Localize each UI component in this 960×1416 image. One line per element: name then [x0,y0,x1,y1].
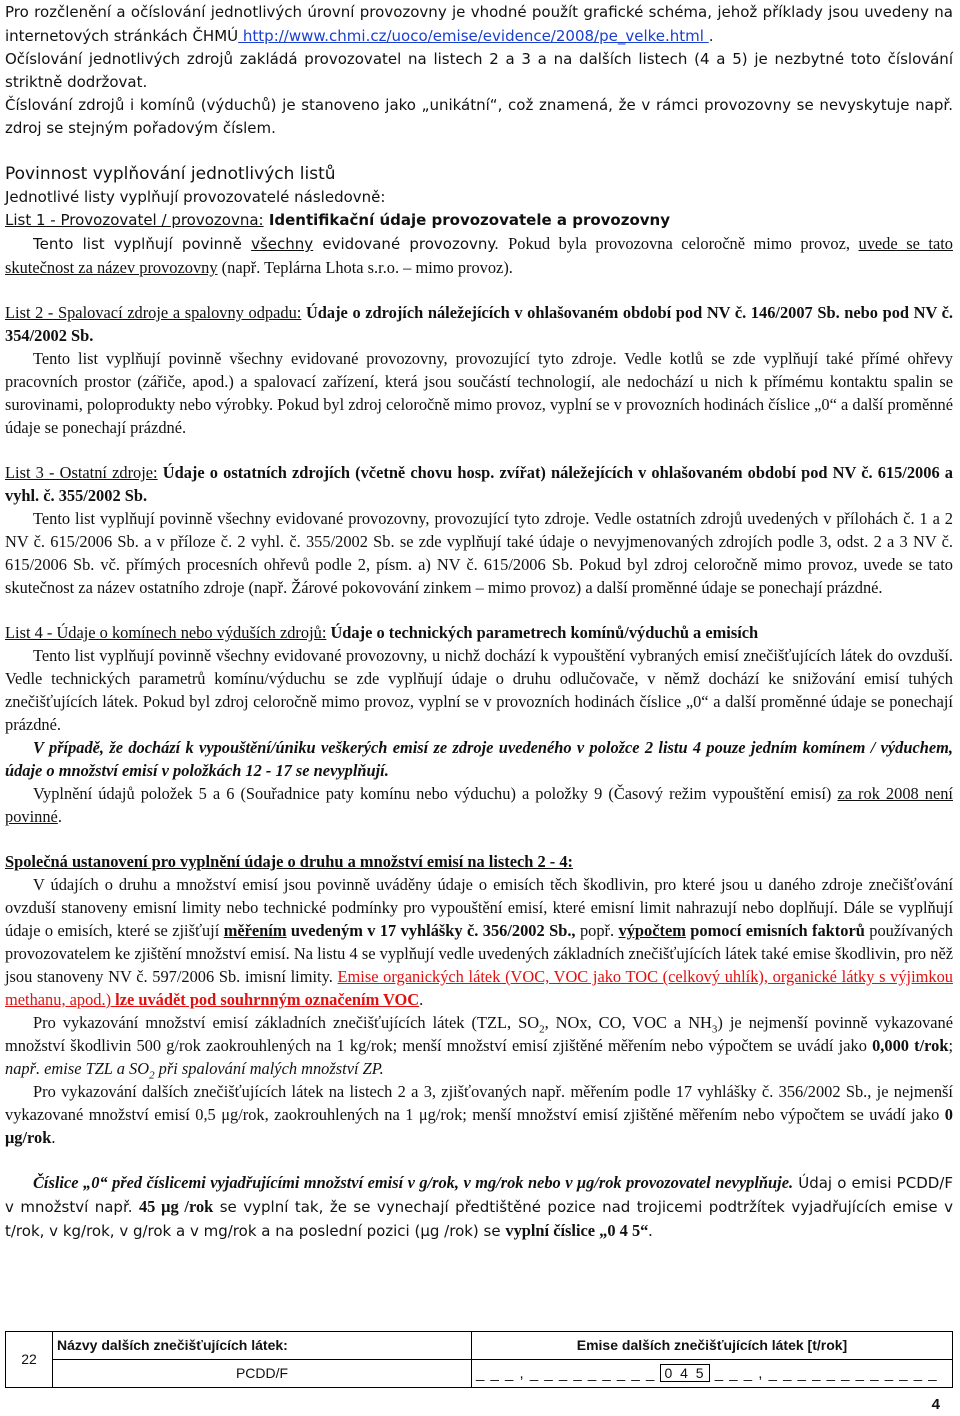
common-provisions-heading: Společná ustanovení pro vyplnění údaje o druhu a množství emisí na listech 2 - 4: [5,852,573,871]
list2-body: Tento list vyplňují povinně všechny evidované provozovny, provozující tyto zdroje. Vedle kotlů se zde vyplňují také přímé ohřevy pracovních prostor (zářiče, apod.) a spalovací zařízení, která jsou součástí technologií, ale nedochází u nich k přímému kontaktu spalin se surovinami, poloprodukty nebo výrobky. Pokud byl zdroj celoročně mimo provoz, vyplní se v provozních hodinách číslice „0“ a další proměnné údaje se ponechají prázdné. [5,349,953,437]
list1-u2: uvede se tato skutečnost za název provozovny [5,234,953,277]
common-provisions-p4 [5,1171,953,1243]
sp-p2-t4: ; [948,1036,954,1055]
sp-p1-b1: uvedeným v 17 vyhlášky č. 356/2002 Sb., [286,921,576,940]
list1-title: Identifikační údaje provozovatele a provozovny [263,211,670,229]
sub-2: 2 [539,1023,545,1036]
row-number: 22 [6,1332,53,1388]
sub-3: 3 [711,1023,718,1036]
common-provisions-p2 [5,1011,953,1080]
sp-p1-t1: V údajích o druhu a množství emisí jsou povinně uváděny údaje o emisích těch škodlivin, pro které jsou u daného zdroje znečišťování ovzduší stanoveny emisní limity nebo technické podmínky pro vypouštění emisí, které emisní limit nahrazují nebo doplňují. Dále se vyplňují údaje o emisích, které se zjišťují [5,875,953,940]
value-box: 0 4 5 [660,1364,709,1382]
sp-p4-t2: se vyplní tak, že se vynechají předtištěné pozice nad trojicemi podtržítek vyjadřujících emise v t/rok, v kg/rok, v g/rok a v mg/rok a na poslední pozici (μg /rok) se [5,1198,953,1240]
common-provisions-p3 [5,1080,953,1149]
sp-p2-i1: např. emise TZL a SO [5,1059,150,1078]
section-title-povinnost: Povinnost vyplňování jednotlivých listů [5,164,336,184]
sp-p2-i2: při spalování malých množství ZP. [154,1059,384,1078]
list2-label: List 2 - Spalovací zdroje a spalovny odpadu: [5,303,302,322]
unique-numbering-paragraph: Číslování zdrojů i komínů (výduchů) je stanoveno jako „unikátní“, což znamená, že v rámci provozovny se nevyskytuje např. zdroj se stejným pořadovým číslem. [5,96,953,137]
sp-p4-bi: Číslice „0“ před číslicemi vyjadřujícími množství emisí v g/rok, v mg/rok nebo v μg/rok provozovatel nevyplňuje. [33,1173,794,1192]
sp-p2-b: 0,000 t/rok [872,1036,949,1055]
sp-p1-u1: měřením [223,921,287,940]
sp-p1-t3: používaných provozovatelem ke zjištění množství emisí. Na listu 4 se vyplňují vedle uvedených základních znečišťujících látek také emise škodlivin, pro něž jsou stanoveny NV č. 597/2006 Sb. imisní limity. [5,921,953,986]
section-subtitle: Jednotlivé listy vyplňují provozovatelé následovně: [5,188,386,206]
list3-label: List 3 - Ostatní zdroje: [5,463,158,482]
list3-title: Údaje o ostatních zdrojích (včetně chovu hosp. zvířat) náležejících v ohlašovaném období pod NV č. 615/2006 a vyhl. č. 355/2002 Sb. [5,463,953,505]
sp-p2-t3: ) je nejmenší povinně vykazované množství škodlivin 500 g/rok zaokrouhlených na 1 kg/rok; menší množství emisí zjištěné měřením nebo výpočtem se uvádí jako [5,1013,954,1055]
list1-body [5,232,953,279]
value-after: _ _ _ , _ _ _ _ _ _ _ _ _ _ _ _ [709,1365,938,1382]
intro-paragraph [5,0,953,48]
list1-heading [5,209,953,232]
pollutant-table [5,1331,953,1388]
pollutant-name-cell[interactable]: PCDD/F [53,1360,472,1388]
list4-body: Tento list vyplňují povinně všechny evidované provozovny, u nichž dochází k vypouštění vybraných emisí znečišťujících látek do ovzduší. Vedle technických parametrů komínu/výduchu se zde vyplňují údaje o druhu odlučovače, v němž dochází ke snižování emisí tuhých znečišťujících látek. Pokud byl zdroj celoročně mimo provoz, vyplní se v provozních hodinách číslice „0“ a další proměnné údaje se ponechají prázdné. [5,646,953,734]
common-provisions-p1 [5,873,953,1011]
list1-t3: Pokud byla provozovna celoročně mimo provoz, [508,234,859,253]
list4-p3-end: . [57,807,62,826]
pollutant-names-header: Názvy dalších znečišťujících látek: [53,1332,472,1360]
sp-p4-b2: vyplní číslice „0 4 5“ [505,1221,649,1240]
list4-title: Údaje o technických parametrech komínů/výduchů a emisích [326,623,759,642]
list2-heading [5,301,953,347]
list1-t1: Tento list vyplňují povinně [33,235,252,253]
sp-p2-t1: Pro vykazování množství emisí základních znečišťujících látek (TZL, SO [33,1013,540,1032]
intro-text: Pro rozčlenění a očíslování jednotlivých úrovní provozovny je vhodné použít grafické schéma, jehož příklady jsou uvedeny na internetových stránkách ČHMÚ [5,3,953,45]
sp-p2-t2: , NOx, CO, VOC a NH [544,1013,712,1032]
sp-p1-u2: výpočtem [618,921,686,940]
list3-body: Tento list vyplňují povinně všechny evidované provozovny, provozující tyto zdroje. Vedle ostatních zdrojů uvedených v přílohách č. 1 a 2 NV č. 615/2006 Sb. a v příloze č. 2 vyhl. č. 355/2002 Sb. se zde vyplňují také údaje o nevyjmenovaných zdrojích podle 3, odst. 2 a 3 NV č. 615/2006 Sb. vč. přímých procesních ohřevů podle 2, písm. a) NV č. 615/2006 Sb. Pokud byl zdroj celoročně mimo provoz, uvede se tato skutečnost za název ostatního zdroje (např. Žárové pokovování zinkem – mimo provoz) a další proměnné údaje se ponechají prázdné. [5,509,953,597]
intro-end: . [708,27,714,45]
sp-p1-b2: pomocí emisních faktorů [685,921,865,940]
sp-p3-b: 0 μg/rok [5,1105,953,1147]
list2-title: Údaje o zdrojích náležejících v ohlašovaném období pod NV č. 146/2007 Sb. nebo pod NV č. 354/2002 Sb. [5,303,954,345]
list1-t2: evidované provozovny. [313,235,509,253]
list3-heading [5,461,953,507]
sp-p3-t1: Pro vykazování dalších znečišťujících látek na listech 2 a 3, zjišťovaných např. měřením podle 17 vyhlášky č. 356/2002 Sb., je nejmenší vykazované množství emisí 0,5 μg/rok, zaokrouhlených na 1 μg/rok; menší množství emisí zjištěné měřením nebo výpočtem se uvádí jako [5,1082,953,1124]
sp-p4-end: . [648,1221,653,1240]
value-before: _ _ _ , _ _ _ _ _ _ _ _ _ [476,1365,661,1382]
sp-p1-end: . [419,990,424,1009]
list1-t4: (např. Teplárna Lhota s.r.o. – mimo provoz). [217,258,513,277]
sp-p1-red: Emise organických látek (VOC, VOC jako TOC (celkový uhlík), organické látky s výjimkou methanu, apod.) [5,967,953,1009]
list4-coordinates-note [5,782,953,828]
chmi-link[interactable]: http://www.chmi.cz/uoco/emise/evidence/2008/pe_velke.html [238,27,709,45]
list1-label: List 1 - Provozovatel / provozovna: [5,211,264,229]
sp-p3-end: . [51,1128,56,1147]
sp-p4-b1: 45 μg /rok [138,1197,214,1216]
page-number: 4 [931,1396,940,1413]
sub-2b: 2 [149,1069,155,1082]
numbering-paragraph: Očíslování jednotlivých zdrojů zakládá provozovatel na listech 2 a 3 a na dalších listech (4 a 5) je nezbytné toto číslování striktně dodržovat. [5,50,953,91]
emissions-header: Emise dalších znečišťujících látek [t/rok] [472,1332,953,1360]
sp-p4-t1: Údaj o emisi PCDD/F v množství např. [5,1174,953,1216]
sp-p1-redb: lze uvádět pod souhrnným označením VOC [111,990,420,1009]
list4-p3-t1: Vyplnění údajů položek 5 a 6 (Souřadnice paty komínu nebo výduchu) a položky 9 (Časový režim vypouštění emisí) [33,784,838,803]
emission-value-cell[interactable] [472,1360,953,1388]
list4-italic-note: V případě, že dochází k vypouštění/úniku veškerých emisí ze zdroje uvedeného v položce 2 listu 4 pouze jedním komínem / výduchem, údaje o množství emisí v položkách 12 - 17 se nevyplňují. [5,738,953,780]
document-page [5,0,953,1243]
list4-label: List 4 - Údaje o komínech nebo výduších zdrojů: [5,623,327,642]
sp-p1-t2: popř. [575,921,619,940]
list1-u: všechny [251,235,314,253]
list4-heading [5,621,953,644]
list4-p3-u: za rok 2008 není povinné [5,784,953,826]
